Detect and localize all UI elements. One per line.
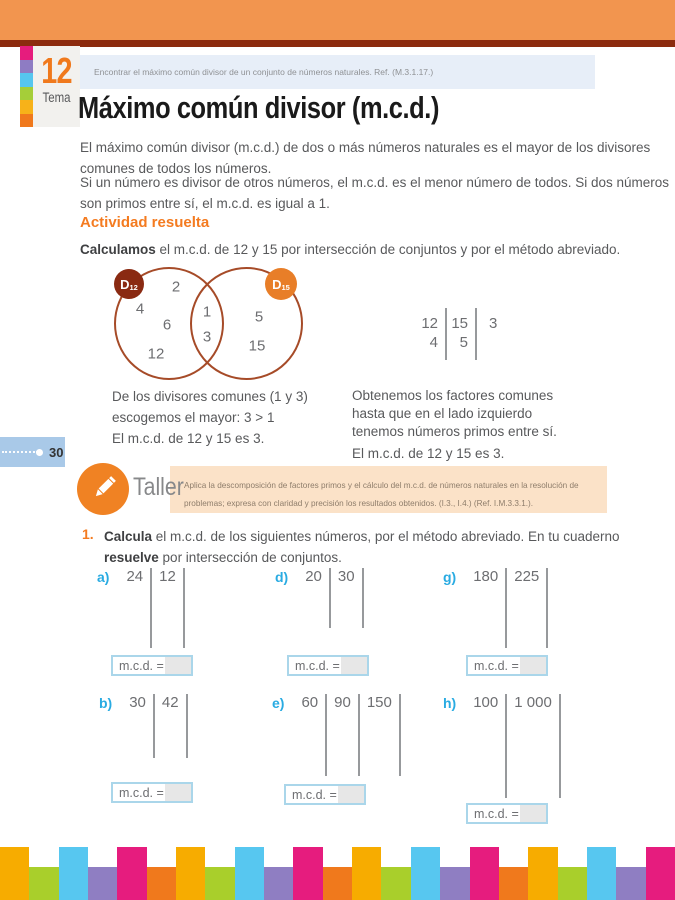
table-cell: 15 xyxy=(451,315,468,332)
venn-value: 3 xyxy=(202,328,212,346)
venn-value: 12 xyxy=(147,345,165,363)
page-number-marker xyxy=(0,437,65,467)
table-cell: 12 xyxy=(421,315,438,332)
exercise-item-g xyxy=(443,568,548,648)
page-title: Máximo común divisor (m.c.d.) xyxy=(78,90,440,125)
mcd-box-d xyxy=(287,655,369,676)
section-heading: Actividad resuelta xyxy=(80,214,210,231)
divider-line xyxy=(186,694,188,758)
set-badge-d15: D $_{15}$ xyxy=(265,268,297,300)
footer-bar xyxy=(323,867,352,900)
footer-bar xyxy=(147,867,176,900)
page-number: 30 xyxy=(49,444,64,460)
item-number: 180 xyxy=(473,568,499,585)
taller-description-box xyxy=(170,466,607,513)
activity-lead: Calculamos el m.c.d. de 12 y 15 por intersección de conjuntos y por el método abreviado. xyxy=(80,242,621,257)
taller-description: Aplica la descomposición de factores primos y el cálculo del m.c.d. de números naturales en la resolución de problemas; expresa con claridad y precisión los resultados obtenidos. (I.3., I.4.) (Ref. I.M.3.3.1.). xyxy=(184,481,579,508)
footer-bar xyxy=(499,867,528,900)
intro-paragraph-1: El máximo común divisor (m.c.d.) de dos o más números naturales es el mayor de los divisores comunes de todos los números. xyxy=(80,140,651,176)
table-cell: 3 xyxy=(489,315,498,332)
venn-value: 2 xyxy=(171,278,181,296)
venn-value: 6 xyxy=(162,316,172,334)
divider-line xyxy=(362,568,364,628)
tab-color-square xyxy=(20,60,33,74)
venn-value: 15 xyxy=(248,337,266,355)
footer-bar xyxy=(117,847,146,900)
mcd-answer-field[interactable] xyxy=(341,657,367,674)
taller-label: Taller xyxy=(133,473,184,501)
mcd-label: m.c.d. = xyxy=(474,806,519,821)
tab-color-square xyxy=(20,87,33,101)
tema-number: 12 xyxy=(41,50,72,91)
pencil-icon xyxy=(85,471,121,507)
table-cell: 4 xyxy=(429,334,438,351)
mcd-box-b xyxy=(111,782,193,803)
mcd-answer-field[interactable] xyxy=(165,657,191,674)
footer-bar xyxy=(59,847,88,900)
divider-line xyxy=(546,568,548,648)
mcd-answer-field[interactable] xyxy=(520,805,546,822)
footer-bar xyxy=(205,867,234,900)
item-number: 30 xyxy=(337,568,355,585)
table-cell: 5 xyxy=(459,334,468,351)
footer-bar xyxy=(176,847,205,900)
conclusion-left: De los divisores comunes (1 y 3) escogemos el mayor: 3 > 1 El m.c.d. de 12 y 15 es 3. xyxy=(112,389,308,446)
item-letter: e) xyxy=(272,695,285,711)
set-badge-d12: D $_{12}$ xyxy=(114,269,144,299)
item-letter: b) xyxy=(99,695,113,711)
footer-bar xyxy=(264,867,293,900)
item-number: 100 xyxy=(473,694,499,711)
mcd-label: m.c.d. = xyxy=(474,658,519,673)
conclusion-right: Obtenemos los factores comunes hasta que en el lado izquierdo tenemos números primos entre sí. El m.c.d. de 12 y 15 es 3. xyxy=(352,388,557,461)
footer-bar xyxy=(411,847,440,900)
tab-color-square xyxy=(20,73,33,87)
tab-color-square xyxy=(20,114,33,128)
exercise-item-e xyxy=(272,694,401,776)
footer-bar xyxy=(587,847,616,900)
item-number: 24 xyxy=(126,568,144,585)
exercise-item-b xyxy=(99,694,188,758)
footer-bar xyxy=(470,847,499,900)
item-number: 150 xyxy=(366,694,392,711)
footer-bar xyxy=(0,847,29,900)
footer-bar xyxy=(29,867,58,900)
tab-color-square xyxy=(20,100,33,114)
dotted-leader xyxy=(2,451,38,453)
footer-bar xyxy=(616,867,645,900)
footer-stripe xyxy=(0,847,675,900)
mcd-answer-field[interactable] xyxy=(520,657,546,674)
divider-line xyxy=(559,694,561,798)
tema-label: Tema xyxy=(42,90,71,105)
footer-bar xyxy=(293,847,322,900)
item-number: 60 xyxy=(301,694,319,711)
mcd-box-g xyxy=(466,655,548,676)
exercise-item-a xyxy=(97,568,185,648)
exercise-item-h xyxy=(443,694,561,798)
mcd-answer-field[interactable] xyxy=(165,784,191,801)
item-number: 30 xyxy=(129,694,146,711)
venn-value: 1 xyxy=(202,303,212,321)
tab-color-strip xyxy=(20,46,33,127)
item-letter: h) xyxy=(443,695,457,711)
division-table xyxy=(413,308,511,360)
footer-bar xyxy=(528,847,557,900)
venn-value: 5 xyxy=(254,308,264,326)
mcd-label: m.c.d. = xyxy=(292,787,337,802)
exercise-lead: Calcula el m.c.d. de los siguientes números, por el método abreviado. En tu cuaderno resuelve por intersección de conjuntos. xyxy=(104,529,620,565)
footer-bar xyxy=(235,847,264,900)
leader-dot xyxy=(36,449,43,456)
footer-bar xyxy=(440,867,469,900)
footer-bar xyxy=(646,847,675,900)
mcd-label: m.c.d. = xyxy=(295,658,340,673)
header-rule xyxy=(0,40,675,47)
mcd-label: m.c.d. = xyxy=(119,785,164,800)
footer-bar xyxy=(558,867,587,900)
mcd-box-h xyxy=(466,803,548,824)
item-number: 1 000 xyxy=(514,694,552,711)
tab-color-square xyxy=(20,46,33,60)
divider-line xyxy=(399,694,401,776)
item-letter: g) xyxy=(443,569,457,585)
exercise-item-d xyxy=(275,568,364,628)
footer-bar xyxy=(352,847,381,900)
exercise-number: 1. xyxy=(82,526,94,542)
taller-badge xyxy=(77,463,129,515)
top-orange-bar xyxy=(0,0,675,40)
mcd-answer-field[interactable] xyxy=(338,786,364,803)
mcd-box-e xyxy=(284,784,366,805)
item-number: 20 xyxy=(305,568,322,585)
tema-tab xyxy=(33,46,80,127)
item-letter: d) xyxy=(275,569,289,585)
footer-bar xyxy=(88,867,117,900)
footer-bar xyxy=(381,867,410,900)
item-letter: a) xyxy=(97,569,110,585)
competency-text: Encontrar el máximo común divisor de un conjunto de números naturales. Ref. (M.3.1.17.) xyxy=(94,67,434,77)
mcd-box-a xyxy=(111,655,193,676)
intro-paragraph-2: Si un número es divisor de otros números, el m.c.d. es el menor número de todos. Si dos números son primos entre sí, el m.c.d. es igual a 1. xyxy=(80,175,670,211)
mcd-label: m.c.d. = xyxy=(119,658,164,673)
item-number: 90 xyxy=(334,694,351,711)
item-number: 12 xyxy=(159,568,176,585)
competency-strip xyxy=(80,55,595,89)
venn-value: 4 xyxy=(135,300,145,318)
divider-line xyxy=(183,568,185,648)
item-number: 42 xyxy=(161,694,179,711)
item-number: 225 xyxy=(514,568,540,585)
